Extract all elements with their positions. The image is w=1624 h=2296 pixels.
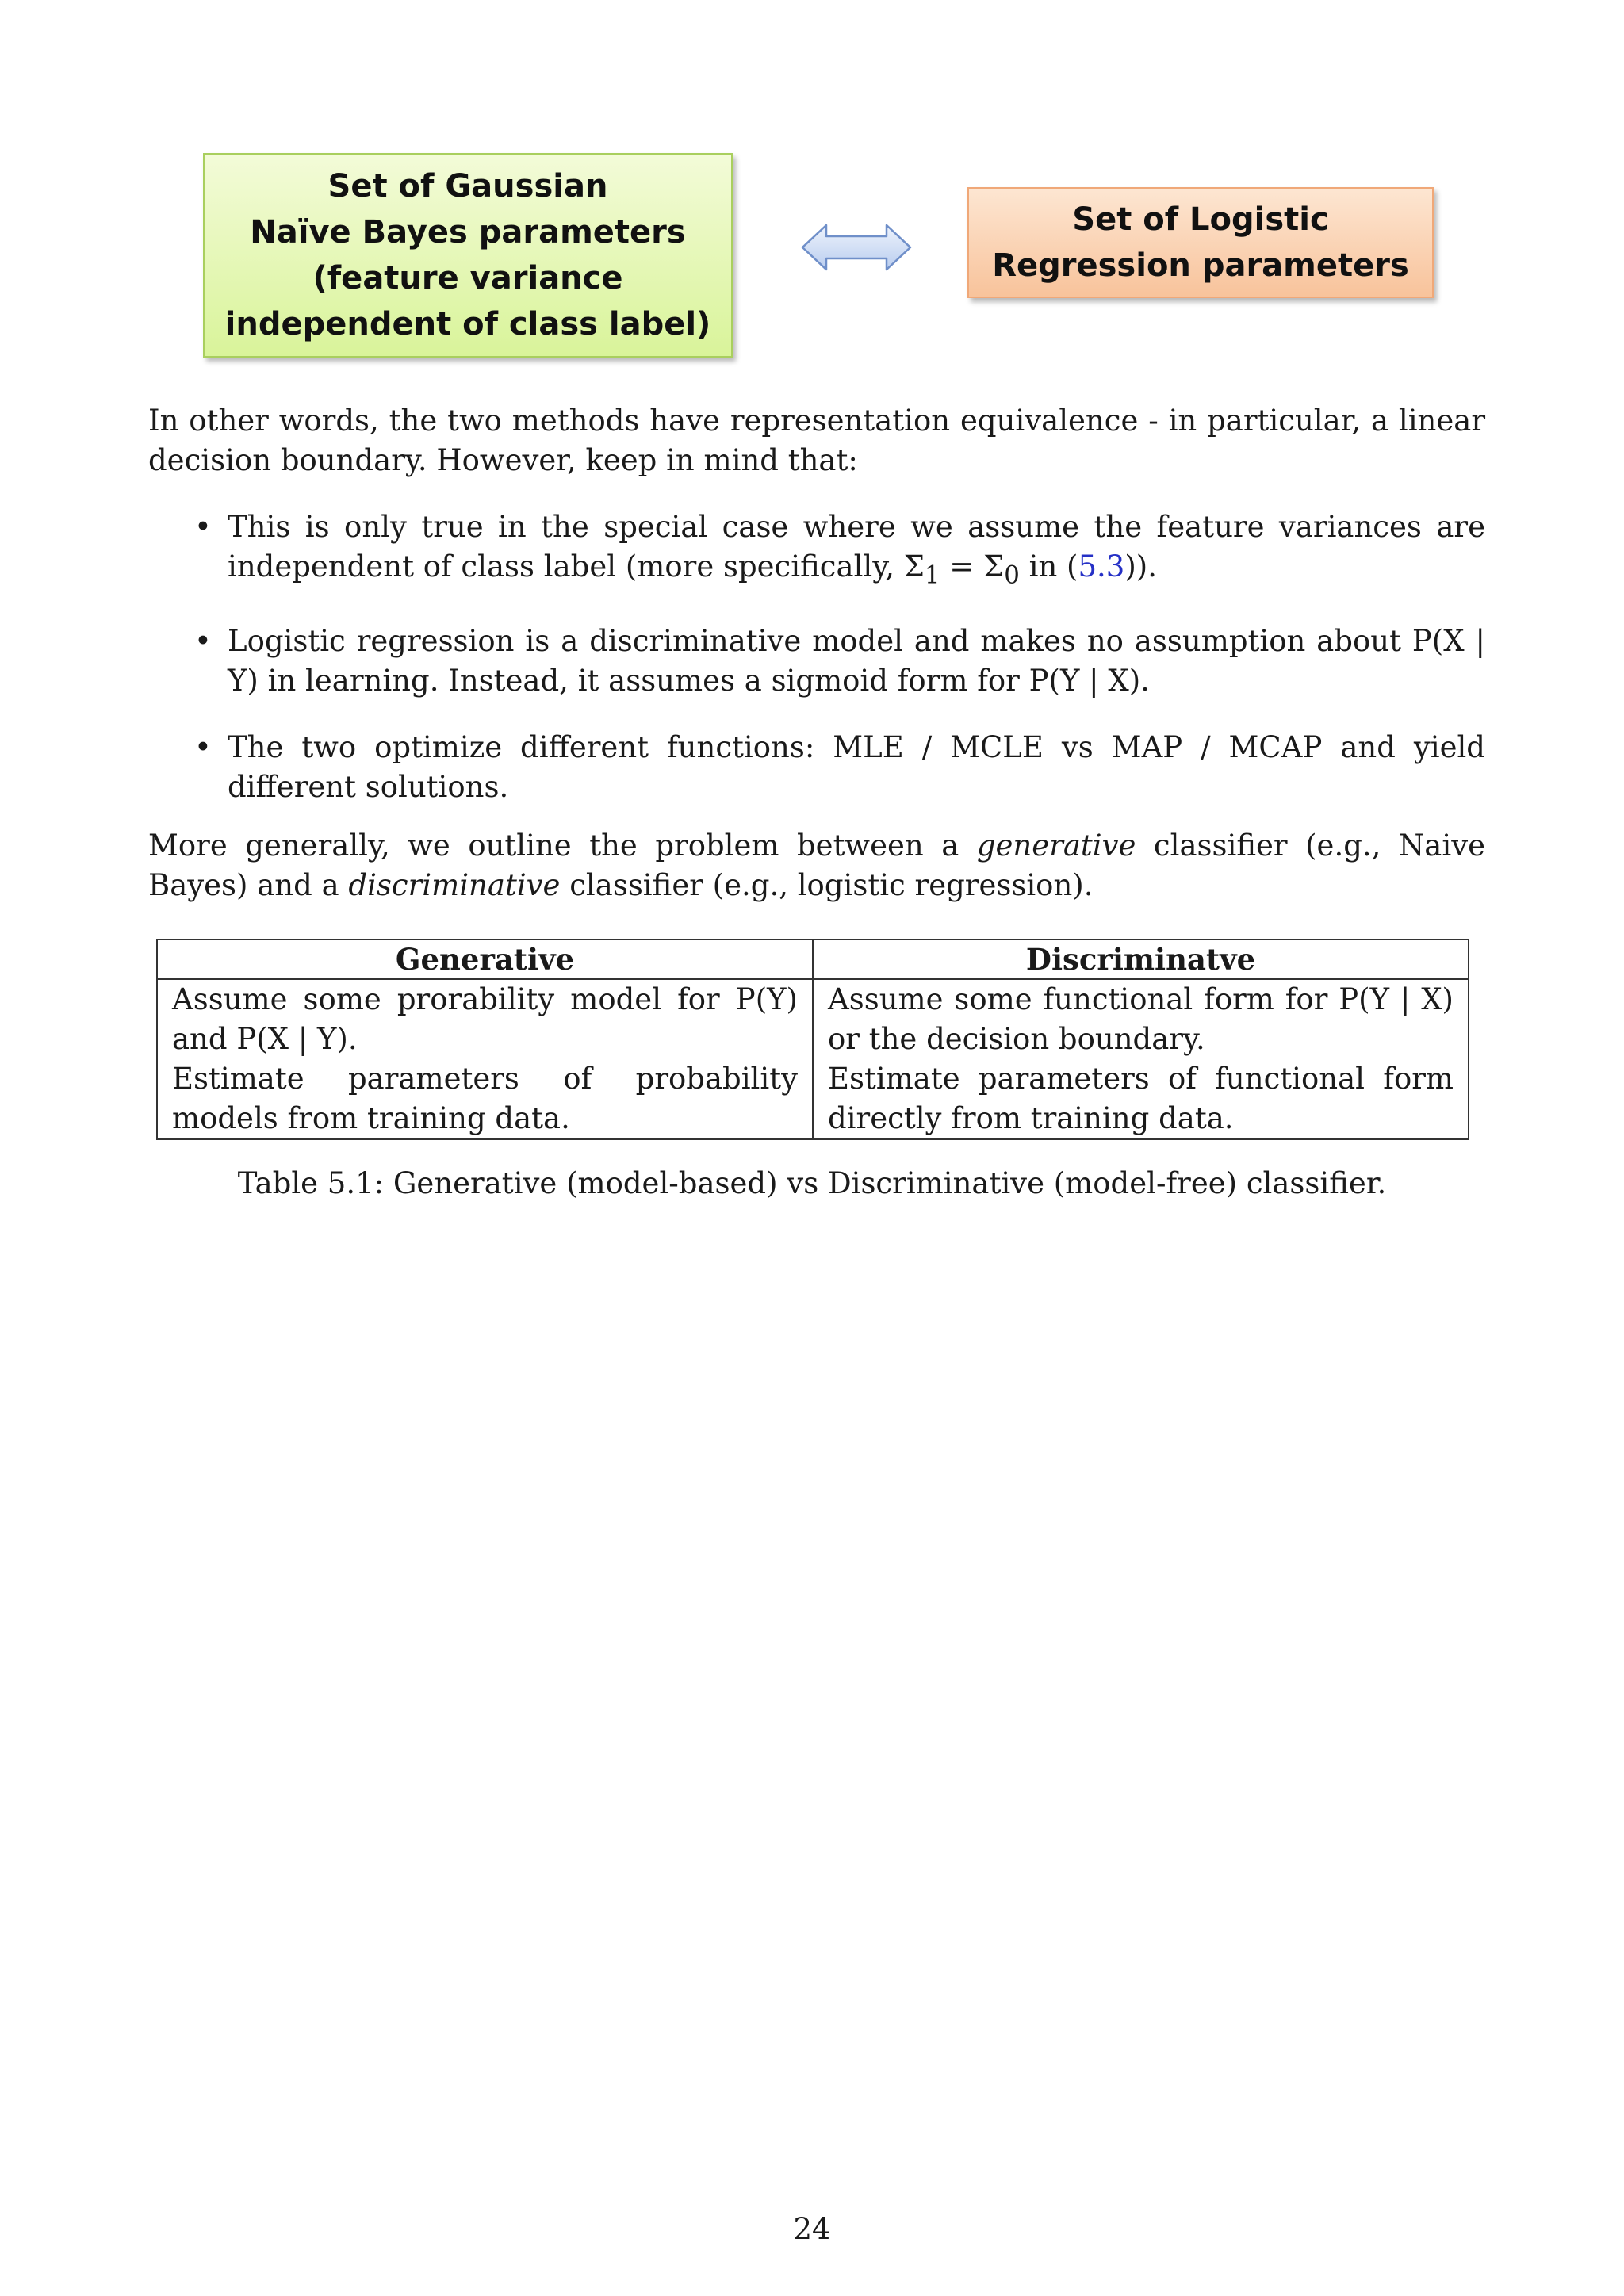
outline-part-1: More generally, we outline the problem between a [148, 828, 977, 863]
parameter-equivalence-diagram [0, 0, 1624, 381]
logistic-regression-box [967, 187, 1434, 298]
double-headed-arrow-icon [801, 222, 912, 273]
discriminative-point-2: Estimate parameters of functional form directly from training data. [828, 1062, 1454, 1135]
generative-term: generative [976, 828, 1136, 863]
discriminative-point-1: Assume some functional form for P(Y | X) or the decision boundary. [828, 982, 1454, 1056]
bullet-icon: • [194, 730, 212, 765]
discriminative-cell [813, 979, 1469, 1139]
generative-cell [157, 979, 813, 1139]
comparison-table [156, 939, 1469, 1140]
outline-part-2: classifier (e.g., Naive Bayes) and a [148, 828, 1485, 902]
gnb-box-line-3: (feature variance [312, 260, 623, 297]
bullet-2-text: Logistic regression is a discriminative model and makes no assumption about P(X | Y) in learning. Instead, it assumes a sigmoid form for P(Y | X). [228, 624, 1485, 698]
bullet-icon: • [194, 624, 212, 659]
lr-box-line-2: Regression parameters [992, 247, 1409, 284]
caveat-list [148, 507, 1485, 834]
discriminative-term: discriminative [348, 868, 561, 902]
list-item [148, 728, 1485, 807]
outline-paragraph [148, 826, 1485, 905]
list-item [148, 622, 1485, 701]
subscript-0: 0 [1004, 561, 1020, 590]
bullet-1-text-before: This is only true in the special case where we assume the feature variances are independent of class label (more specifically, Σ [228, 510, 1485, 584]
generative-point-1: Assume some prorability model for P(Y) and P(X | Y). [172, 982, 798, 1056]
intro-paragraph: In other words, the two methods have representation equivalence - in particular, a linear decision boundary. However, keep in mind that: [148, 404, 1485, 477]
generative-point-2: Estimate parameters of probability models from training data. [172, 1062, 798, 1135]
gnb-box-line-1: Set of Gaussian [327, 168, 608, 205]
gnb-box-line-4: independent of class label) [224, 306, 711, 342]
bullet-3-text: The two optimize different functions: MLE / MCLE vs MAP / MCAP and yield different solutions. [228, 730, 1485, 805]
bullet-1-text-mid: = Σ [940, 549, 1005, 584]
bullet-1-text-in: in ( [1019, 549, 1078, 584]
bullet-icon: • [194, 510, 212, 544]
bullet-1-text-after: )). [1124, 549, 1157, 584]
gnb-box-line-2: Naïve Bayes parameters [250, 214, 686, 251]
lr-box-line-1: Set of Logistic [1072, 201, 1329, 238]
gaussian-naive-bayes-box [203, 153, 733, 358]
equation-reference-link[interactable]: 5.3 [1078, 549, 1125, 584]
table-header-row [157, 939, 1469, 979]
list-item [148, 507, 1485, 595]
generative-header: Generative [157, 939, 813, 979]
page-number: 24 [793, 2212, 831, 2246]
subscript-1: 1 [924, 561, 940, 590]
outline-part-3: classifier (e.g., logistic regression). [560, 868, 1094, 902]
table-caption: Table 5.1: Generative (model-based) vs Discriminative (model-free) classifier. [237, 1166, 1387, 1200]
discriminative-header: Discriminatve [813, 939, 1469, 979]
table-row [157, 979, 1469, 1139]
